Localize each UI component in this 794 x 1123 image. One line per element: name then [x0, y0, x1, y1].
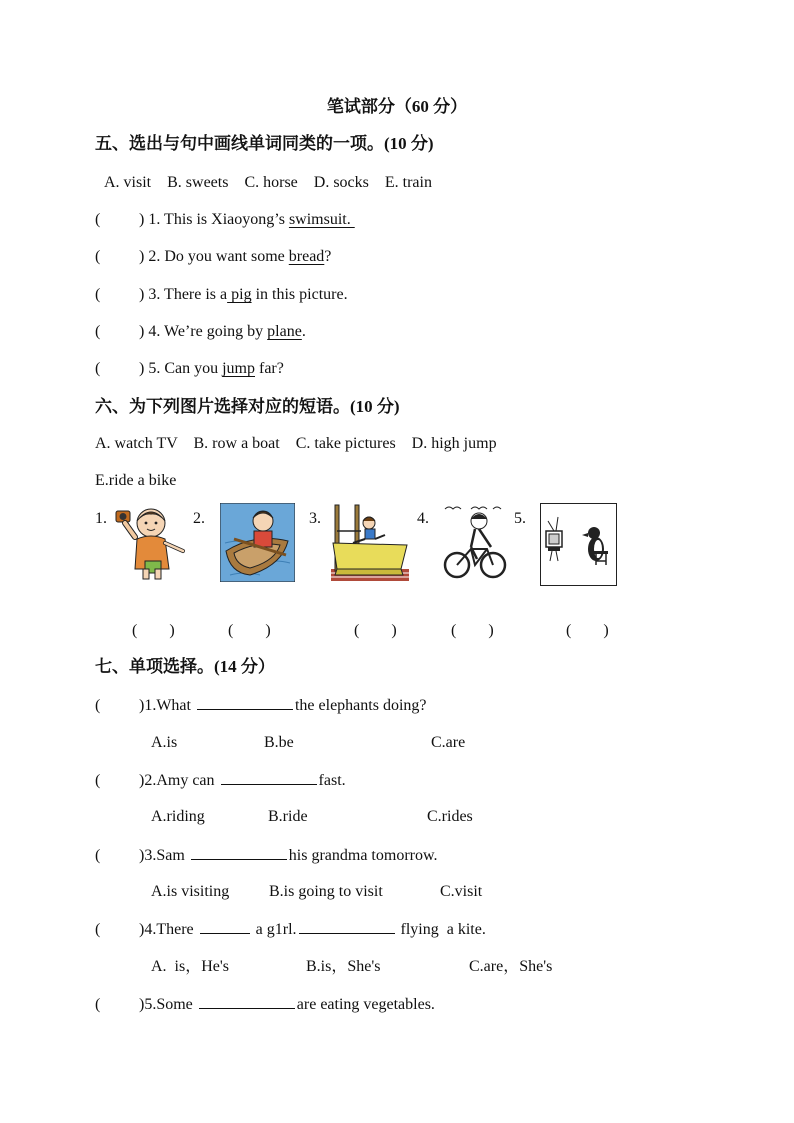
pic-number-1: 1.	[95, 510, 107, 527]
q4-option-c: C.are，She's	[469, 958, 553, 975]
section6-options-line2: E.ride a bike	[95, 472, 177, 489]
section5-item-2: ( ) 2. Do you want some bread?	[95, 248, 332, 265]
pic-number-2: 2.	[193, 510, 205, 527]
q1-option-b: B.be	[264, 734, 294, 751]
section5-item-5: ( ) 5. Can you jump far?	[95, 360, 284, 377]
q3-option-a: A.is visiting	[151, 883, 230, 900]
q3-option-c: C.visit	[440, 883, 483, 900]
section7-question-2: ( )2.Amy can fast.	[95, 772, 346, 789]
section5-item-4: ( ) 4. We’re going by plane.	[95, 323, 306, 340]
section7-question-1: ( )1.What the elephants doing?	[95, 697, 427, 714]
high-jump-icon	[331, 503, 409, 581]
answer-blank[interactable]	[299, 919, 395, 934]
pic-number-5: 5.	[514, 510, 526, 527]
q4-option-a: A. is，He's	[151, 958, 229, 975]
page-title: 笔试部分（60 分）	[326, 97, 468, 116]
q3-option-b: B.is going to visit	[269, 883, 383, 900]
answer-paren-3[interactable]: ( )	[354, 622, 397, 639]
answer-blank[interactable]	[199, 994, 295, 1009]
answer-paren-2[interactable]: ( )	[228, 622, 271, 639]
pic-number-4: 4.	[417, 510, 429, 527]
section5-item-3: ( ) 3. There is a pig in this picture.	[95, 286, 348, 303]
section5-heading: 五、选出与句中画线单词同类的一项。(10 分)	[95, 134, 434, 153]
girl-camera-icon	[113, 503, 189, 581]
answer-blank[interactable]	[221, 770, 317, 785]
q4-option-b: B.is，She's	[306, 958, 381, 975]
q2-option-a: A.riding	[151, 808, 205, 825]
answer-blank[interactable]	[197, 695, 293, 710]
answer-blank[interactable]	[200, 919, 250, 934]
section7-heading: 七、单项选择。(14 分）	[95, 657, 275, 676]
q1-option-c: C.are	[431, 734, 466, 751]
section6-options-line1: A. watch TV B. row a boat C. take pictures D. high jump	[95, 435, 497, 452]
penguin-watching-tv-icon	[540, 503, 617, 586]
section5-options: A. visit B. sweets C. horse D. socks E. train	[104, 174, 432, 191]
section7-question-3: ( )3.Sam his grandma tomorrow.	[95, 847, 438, 864]
q2-option-b: B.ride	[268, 808, 308, 825]
pic-number-3: 3.	[309, 510, 321, 527]
section7-question-5: ( )5.Some are eating vegetables.	[95, 996, 435, 1013]
section6-heading: 六、为下列图片选择对应的短语。(10 分)	[95, 397, 400, 416]
q1-option-a: A.is	[151, 734, 178, 751]
answer-paren-4[interactable]: ( )	[451, 622, 494, 639]
answer-blank[interactable]	[191, 845, 287, 860]
q2-option-c: C.rides	[427, 808, 473, 825]
boy-rowing-boat-icon	[220, 503, 295, 582]
section7-question-4: ( )4.There a g1rl. flying a kite.	[95, 921, 486, 938]
section5-item-1: ( ) 1. This is Xiaoyong’s swimsuit.	[95, 211, 355, 228]
answer-paren-5[interactable]: ( )	[566, 622, 609, 639]
answer-paren-1[interactable]: ( )	[132, 622, 175, 639]
boy-riding-bike-icon	[441, 503, 509, 581]
